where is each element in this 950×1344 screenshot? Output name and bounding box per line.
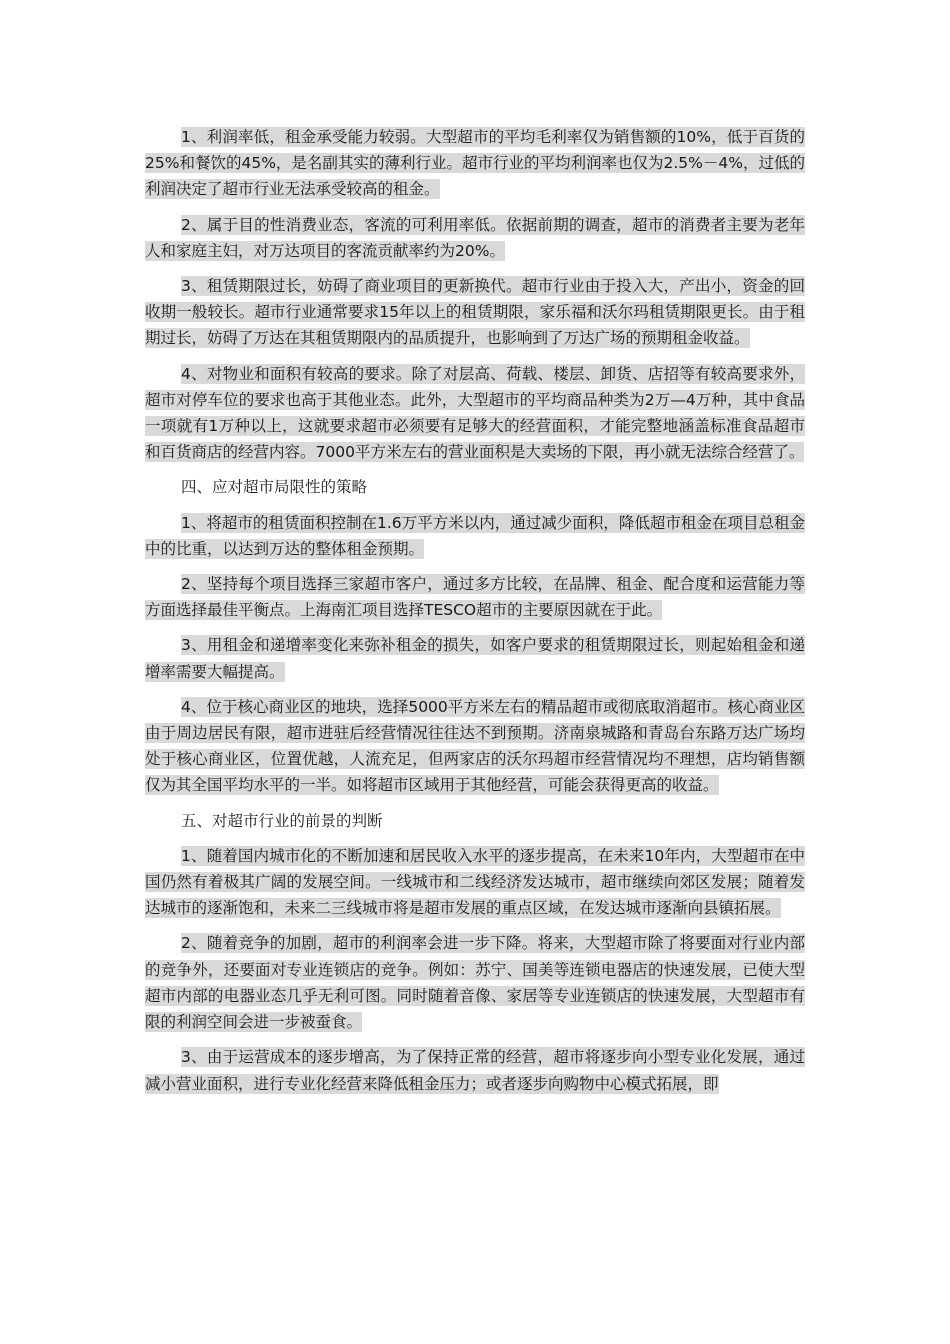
paragraph-8 [145,694,805,799]
paragraph-text: 2、属于目的性消费业态，客流的可利用率低。依据前期的调查，超市的消费者主要为老年人和家庭主妇，对万达项目的客流贡献率约为20%。 [145,215,805,260]
paragraph-text: 3、用租金和递增率变化来弥补租金的损失，如客户要求的租赁期限过长，则起始租金和递增率需要大幅提高。 [145,636,805,681]
paragraph-4 [145,361,805,466]
paragraph-text: 3、租赁期限过长，妨碍了商业项目的更新换代。超市行业由于投入大，产出小，资金的回收期一般较长。超市行业通常要求15年以上的租赁期限，家乐福和沃尔玛租赁期限更长。由于租期过长，妨碍了万达在其租赁期限内的品质提升，也影响到了万达广场的预期租金收益。 [145,277,805,348]
paragraph-text: 2、随着竞争的加剧，超市的利润率会进一步下降。将来，大型超市除了将要面对行业内部的竞争外，还要面对专业连锁店的竞争。例如：苏宁、国美等连锁电器店的快速发展，已使大型超市内部的电器业态几乎无利可图。同时随着音像、家居等专业连锁店的快速发展，大型超市有限的利润空间会进一步被蚕食。 [145,934,805,1032]
paragraph-9 [145,843,805,922]
heading-text: 五、对超市行业的前景的判断 [181,811,383,830]
section-heading-5 [145,808,805,834]
paragraph-text: 3、由于运营成本的逐步增高，为了保持正常的经营，超市将逐步向小型专业化发展，通过减小营业面积，进行专业化经营来降低租金压力；或者逐步向购物中心模式拓展，即 [145,1048,805,1093]
paragraph-text: 1、利润率低，租金承受能力较弱。大型超市的平均毛利率仅为销售额的10%，低于百货的25%和餐饮的45%，是名副其实的薄利行业。超市行业的平均利润率也仅为2.5%－4%，过低的利润决定了超市行业无法承受较高的租金。 [145,128,805,199]
paragraph-11 [145,1044,805,1096]
paragraph-text: 4、对物业和面积有较高的要求。除了对层高、荷载、楼层、卸货、店招等有较高要求外，超市对停车位的要求也高于其他业态。此外，大型超市的平均商品种类为2万—4万种，其中食品一项就有1万种以上，这就要求超市必须要有足够大的经营面积，才能完整地涵盖标准食品超市和百货商店的经营内容。7000平方米左右的营业面积是大卖场的下限，再小就无法综合经营了。 [145,364,805,462]
paragraph-text: 2、坚持每个项目选择三家超市客户，通过多方比较，在品牌、租金、配合度和运营能力等方面选择最佳平衡点。上海南汇项目选择TESCO超市的主要原因就在于此。 [145,575,805,620]
paragraph-text: 1、随着国内城市化的不断加速和居民收入水平的逐步提高，在未来10年内，大型超市在中国仍然有着极其广阔的发展空间。一线城市和二线经济发达城市，超市继续向郊区发展；随着发达城市的逐渐饱和，未来二三线城市将是超市发展的重点区域，在发达城市逐渐向县镇拓展。 [145,846,805,918]
paragraph-3 [145,273,805,352]
document-body [145,124,805,1106]
section-heading-4 [145,474,805,500]
heading-text: 四、应对超市局限性的策略 [181,478,368,497]
paragraph-7 [145,632,805,684]
paragraph-10 [145,930,805,1035]
paragraph-text: 1、将超市的租赁面积控制在1.6万平方米以内，通过减少面积，降低超市租金在项目总租金中的比重，以达到万达的整体租金预期。 [145,513,805,558]
paragraph-5 [145,510,805,562]
paragraph-2 [145,212,805,264]
paragraph-text: 4、位于核心商业区的地块，选择5000平方米左右的精品超市或彻底取消超市。核心商业区由于周边居民有限，超市进驻后经营情况往往达不到预期。济南泉城路和青岛台东路万达广场均处于核心商业区，位置优越，人流充足，但两家店的沃尔玛超市经营情况均不理想，店均销售额仅为其全国平均水平的一半。如将超市区域用于其他经营，可能会获得更高的收益。 [145,697,805,795]
paragraph-1 [145,124,805,203]
paragraph-6 [145,571,805,623]
